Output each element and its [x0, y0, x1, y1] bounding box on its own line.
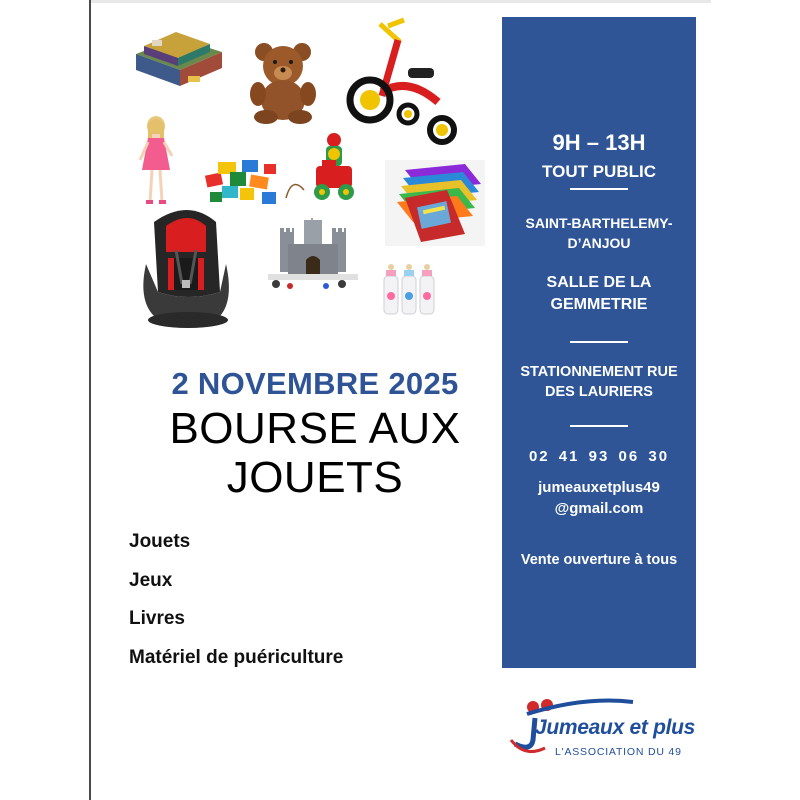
event-venue: [502, 272, 696, 316]
wooden-pull-toy-photo: [282, 128, 366, 214]
city-line-1: SAINT-BARTHELEMY-: [525, 215, 673, 231]
parking-line-1: STATIONNEMENT RUE: [520, 364, 678, 380]
event-audience: TOUT PUBLIC: [542, 162, 656, 181]
list-item: Matériel de puériculture: [129, 646, 344, 668]
event-title-line-2: JOUETS: [226, 453, 404, 502]
association-logo: [505, 688, 705, 768]
info-panel: [502, 17, 696, 668]
items-list: [129, 530, 343, 684]
sale-note: Vente ouverture à tous: [520, 552, 678, 568]
toy-photo-collage: [120, 10, 490, 340]
doll-photo: [134, 116, 176, 208]
contact-phone: 02 41 93 06 30: [528, 448, 670, 465]
baby-bottles-photo: [378, 262, 440, 320]
divider: [570, 341, 628, 343]
logo-subtitle: L'ASSOCIATION DU 49: [555, 746, 682, 758]
list-item: Jeux: [129, 569, 173, 591]
event-date: 2 NOVEMBRE 2025: [171, 366, 459, 401]
venue-line-2: GEMMETRIE: [550, 296, 648, 313]
car-seat-photo: [132, 204, 240, 332]
email-line-2: @gmail.com: [554, 500, 644, 517]
toy-castle-photo: [268, 218, 358, 296]
list-item: Livres: [129, 608, 185, 629]
books-photo: [385, 160, 485, 246]
divider: [570, 188, 628, 190]
email-line-1: jumeauxetplus49: [538, 479, 660, 496]
event-city: [502, 213, 696, 253]
teddy-bear-photo: [244, 40, 322, 124]
city-line-2: D’ANJOU: [567, 235, 631, 251]
parking-info: [502, 362, 696, 402]
event-title-line-1: BOURSE AUX: [169, 404, 461, 453]
list-item: Jouets: [129, 531, 191, 552]
building-blocks-photo: [202, 152, 284, 208]
logo-name: Jumeaux et plus: [535, 716, 696, 739]
event-hours: 9H – 13H: [552, 130, 646, 155]
board-games-photo: [130, 24, 226, 96]
page-left-border: [89, 0, 91, 800]
page-top-edge: [91, 0, 711, 3]
contact-email: [502, 477, 696, 519]
divider: [570, 425, 628, 427]
venue-line-1: SALLE DE LA: [546, 274, 652, 291]
parking-line-2: DES LAURIERS: [545, 384, 653, 400]
